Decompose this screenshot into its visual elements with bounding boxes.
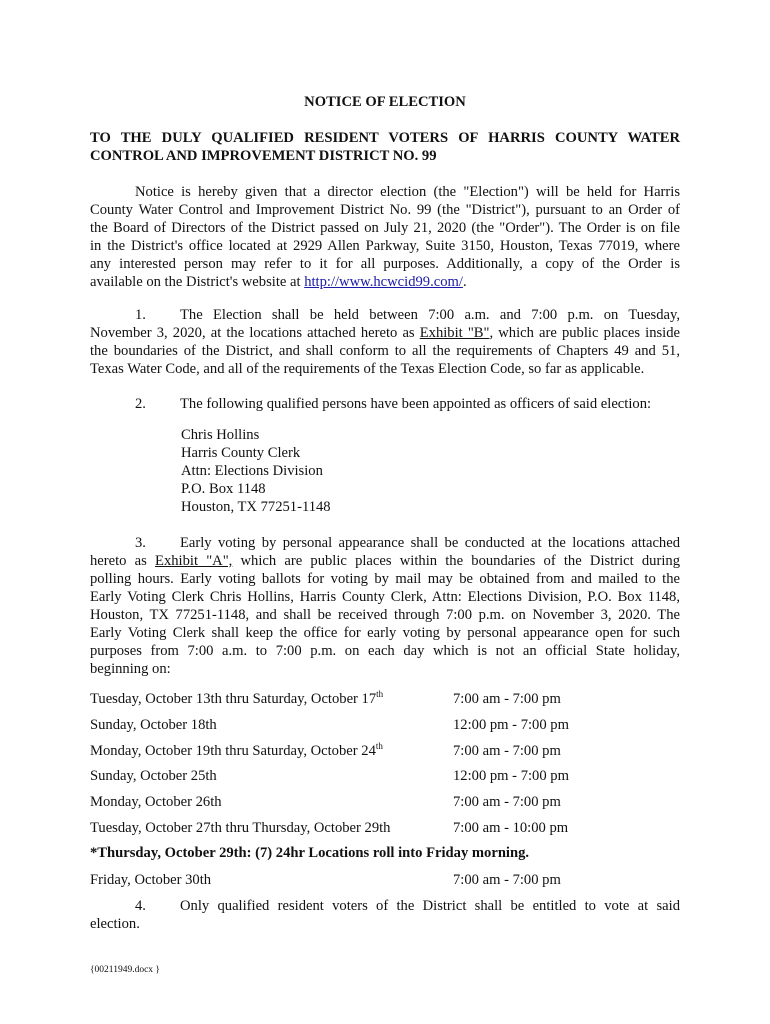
schedule-hours: 12:00 pm - 7:00 pm: [453, 717, 569, 733]
item-4: [90, 897, 680, 933]
officer-line: Chris Hollins: [181, 427, 260, 443]
item-3-number: 3.: [135, 535, 146, 551]
schedule-hours: 7:00 am - 7:00 pm: [453, 691, 561, 707]
officer-line: Harris County Clerk: [181, 445, 301, 461]
schedule-day: Sunday, October 18th: [90, 717, 217, 733]
schedule-day: Tuesday, October 13th thru Saturday, October 17th: [90, 689, 384, 707]
intro-line-end: .: [462, 274, 467, 290]
item-4-line: Only qualified resident voters of the District shall be entitled to vote at said: [180, 898, 680, 914]
item-3-line: hereto as: [90, 553, 156, 569]
item-1-line: The Election shall be held between 7:00 a.m. and 7:00 p.m. on Tuesday,: [180, 307, 680, 323]
addressee: [90, 129, 680, 165]
item-1-line: the boundaries of the District, and shall conform to all the requirements of Chapters 49 and 51,: [90, 343, 680, 359]
schedule-note: *Thursday, October 29th: (7) 24hr Locations roll into Friday morning.: [90, 845, 530, 861]
intro-line: the Board of Directors of the District passed on July 21, 2020 (the "Order"). The Order is on file: [90, 220, 680, 236]
schedule-day: Tuesday, October 27th thru Thursday, October 29th: [90, 820, 391, 836]
item-1-line: Texas Water Code, and all of the requirements of the Texas Election Code, so far as applicable.: [90, 361, 645, 377]
intro-line: in the District's office located at 2929 Allen Parkway, Suite 3150, Houston, Texas 77019, where: [90, 238, 680, 254]
officer-address: [181, 426, 581, 516]
addressee-line: TO THE DULY QUALIFIED RESIDENT VOTERS OF HARRIS COUNTY WATER: [90, 130, 680, 146]
district-website-link[interactable]: http://www.hcwcid99.com/: [304, 274, 463, 290]
item-3-line: Early Voting Clerk shall keep the office for early voting by personal appearance open for such: [90, 625, 680, 641]
schedule-day: Sunday, October 25th: [90, 768, 217, 784]
item-3-line: Early Voting Clerk Chris Hollins, Harris County Clerk, Attn: Elections Division, P.O. Box 1148,: [90, 589, 680, 605]
schedule-hours: 7:00 am - 10:00 pm: [453, 820, 569, 836]
officer-line: P.O. Box 1148: [181, 481, 266, 497]
item-1-line: , which are public places inside: [489, 325, 681, 341]
item-3-line: polling hours. Early voting ballots for voting by mail may be obtained from and mailed to the: [90, 571, 680, 587]
item-3-line: beginning on:: [90, 661, 171, 677]
item-3-line: Early voting by personal appearance shall be conducted at the locations attached: [180, 535, 680, 551]
item-3: [90, 534, 680, 678]
schedule-hours: 12:00 pm - 7:00 pm: [453, 768, 569, 784]
intro-line: Notice is hereby given that a director election (the "Election") will be held for Harris: [135, 184, 680, 200]
officer-line: Houston, TX 77251-1148: [181, 499, 331, 515]
schedule-day: Monday, October 26th: [90, 794, 222, 810]
exhibit-b-reference: Exhibit "B": [419, 325, 490, 341]
item-1-line: November 3, 2020, at the locations attached hereto as: [90, 325, 420, 341]
item-3-line: purposes from 7:00 a.m. to 7:00 p.m. on each day which is not an official State holiday,: [90, 643, 680, 659]
schedule-hours: 7:00 am - 7:00 pm: [453, 743, 561, 759]
item-4-line: election.: [90, 916, 140, 932]
intro-line: County Water Control and Improvement District No. 99 (the "District"), pursuant to an Order of: [90, 202, 680, 218]
addressee-line: CONTROL AND IMPROVEMENT DISTRICT NO. 99: [90, 148, 437, 164]
item-3-line: which are public places within the boundaries of the District during: [232, 553, 680, 569]
item-1-number: 1.: [135, 307, 146, 323]
document-footer-id: {00211949.docx }: [90, 965, 160, 975]
page-title: NOTICE OF ELECTION: [304, 94, 466, 110]
item-4-number: 4.: [135, 898, 146, 914]
intro-paragraph: [90, 183, 680, 291]
schedule-day: Friday, October 30th: [90, 872, 212, 888]
schedule-hours: 7:00 am - 7:00 pm: [453, 872, 561, 888]
item-2-number: 2.: [135, 396, 146, 412]
intro-line: available on the District's website at: [90, 274, 305, 290]
officer-line: Attn: Elections Division: [181, 463, 323, 479]
intro-line: any interested person may refer to it for all purposes. Additionally, a copy of the Order is: [90, 256, 680, 272]
item-2-text: The following qualified persons have been appointed as officers of said election:: [180, 396, 652, 412]
schedule-hours: 7:00 am - 7:00 pm: [453, 794, 561, 810]
item-2: [90, 395, 680, 413]
item-1: [90, 306, 680, 378]
exhibit-a-reference: Exhibit "A",: [155, 553, 233, 569]
schedule-day: Monday, October 19th thru Saturday, October 24th: [90, 741, 383, 759]
item-3-line: Houston, TX 77251-1148, and shall be received through 7:00 p.m. on November 3, 2020. The: [90, 607, 680, 623]
